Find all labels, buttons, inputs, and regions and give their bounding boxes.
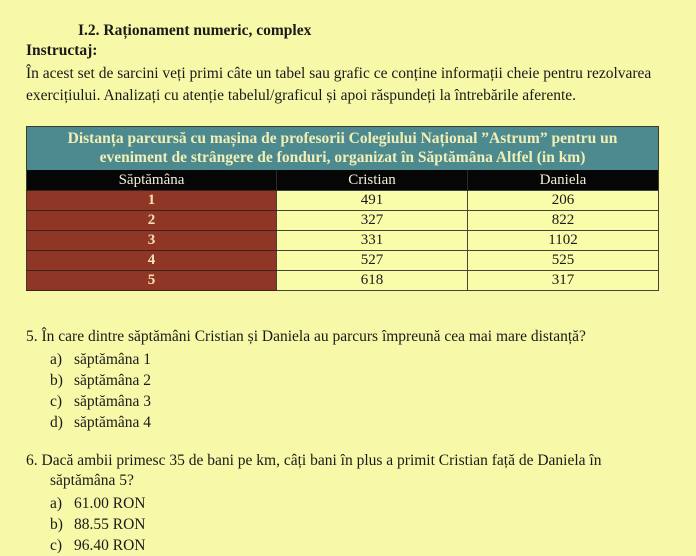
answer-option[interactable] bbox=[50, 535, 666, 556]
question-5 bbox=[26, 327, 586, 433]
week-cell: 1 bbox=[27, 191, 277, 211]
option-text: 88.55 RON bbox=[74, 516, 146, 533]
column-header-cristian: Cristian bbox=[277, 170, 468, 191]
option-text: 96.40 RON bbox=[74, 537, 146, 554]
column-header-daniela: Daniela bbox=[468, 170, 659, 191]
cristian-cell: 327 bbox=[277, 211, 468, 231]
option-text: săptămâna 4 bbox=[74, 414, 152, 431]
daniela-cell: 317 bbox=[468, 271, 659, 291]
option-text: săptămâna 2 bbox=[74, 372, 152, 389]
table-header-row bbox=[27, 170, 659, 191]
option-letter: b) bbox=[50, 372, 63, 389]
question-6-text bbox=[26, 451, 666, 491]
table-row bbox=[27, 251, 659, 271]
daniela-cell: 525 bbox=[468, 251, 659, 271]
option-text: săptămâna 1 bbox=[74, 351, 152, 368]
table-row bbox=[27, 211, 659, 231]
table-caption-line2: eveniment de strângere de fonduri, organizat în Săptămâna Altfel (in km) bbox=[99, 149, 586, 166]
distance-table bbox=[26, 126, 659, 291]
option-letter: a) bbox=[50, 351, 63, 368]
question-prompt: În care dintre săptămâni Cristian și Daniela au parcurs împreună cea mai mare distanță? bbox=[41, 328, 586, 345]
table-row bbox=[27, 231, 659, 251]
cristian-cell: 331 bbox=[277, 231, 468, 251]
column-header-week: Săptămâna bbox=[27, 170, 277, 191]
question-number: 5. bbox=[26, 328, 38, 345]
option-letter: a) bbox=[50, 495, 63, 512]
table-caption-line1: Distanța parcursă cu mașina de profesorii Colegiului Național ”Astrum” pentru un bbox=[67, 130, 618, 147]
table-row bbox=[27, 191, 659, 211]
table-caption bbox=[27, 127, 659, 171]
cristian-cell: 491 bbox=[277, 191, 468, 211]
instructions-label: Instructaj: bbox=[26, 42, 98, 59]
option-letter: d) bbox=[50, 414, 63, 431]
daniela-cell: 822 bbox=[468, 211, 659, 231]
cristian-cell: 527 bbox=[277, 251, 468, 271]
instructions-text: În acest set de sarcini veți primi câte un tabel sau grafic ce conține informații cheie pentru rezolvarea exercițiului. Analizați cu atenție tabelul/graficul și apoi răspundeți la întrebările aferente. bbox=[26, 65, 652, 104]
answer-option[interactable] bbox=[50, 391, 586, 412]
question-6 bbox=[26, 451, 666, 556]
question-prompt-line2: săptămâna 5? bbox=[50, 472, 134, 489]
section-title: I.2. Raționament numeric, complex bbox=[78, 22, 312, 39]
week-cell: 4 bbox=[27, 251, 277, 271]
option-letter: b) bbox=[50, 516, 63, 533]
option-text: săptămâna 3 bbox=[74, 393, 152, 410]
question-6-options bbox=[26, 493, 666, 556]
option-letter: c) bbox=[50, 393, 63, 410]
week-cell: 5 bbox=[27, 271, 277, 291]
cristian-cell: 618 bbox=[277, 271, 468, 291]
option-letter: c) bbox=[50, 537, 63, 554]
week-cell: 2 bbox=[27, 211, 277, 231]
answer-option[interactable] bbox=[50, 370, 586, 391]
answer-option[interactable] bbox=[50, 349, 586, 370]
question-number: 6. bbox=[26, 452, 38, 469]
option-text: 61.00 RON bbox=[74, 495, 146, 512]
answer-option[interactable] bbox=[50, 493, 666, 514]
answer-option[interactable] bbox=[50, 412, 586, 433]
daniela-cell: 1102 bbox=[468, 231, 659, 251]
daniela-cell: 206 bbox=[468, 191, 659, 211]
table-caption-row bbox=[27, 127, 659, 171]
week-cell: 3 bbox=[27, 231, 277, 251]
question-5-options bbox=[26, 349, 586, 433]
table-row bbox=[27, 271, 659, 291]
answer-option[interactable] bbox=[50, 514, 666, 535]
question-5-text bbox=[26, 327, 586, 347]
question-prompt-line1: Dacă ambii primesc 35 de bani pe km, câți bani în plus a primit Cristian față de Daniela în bbox=[41, 452, 602, 469]
